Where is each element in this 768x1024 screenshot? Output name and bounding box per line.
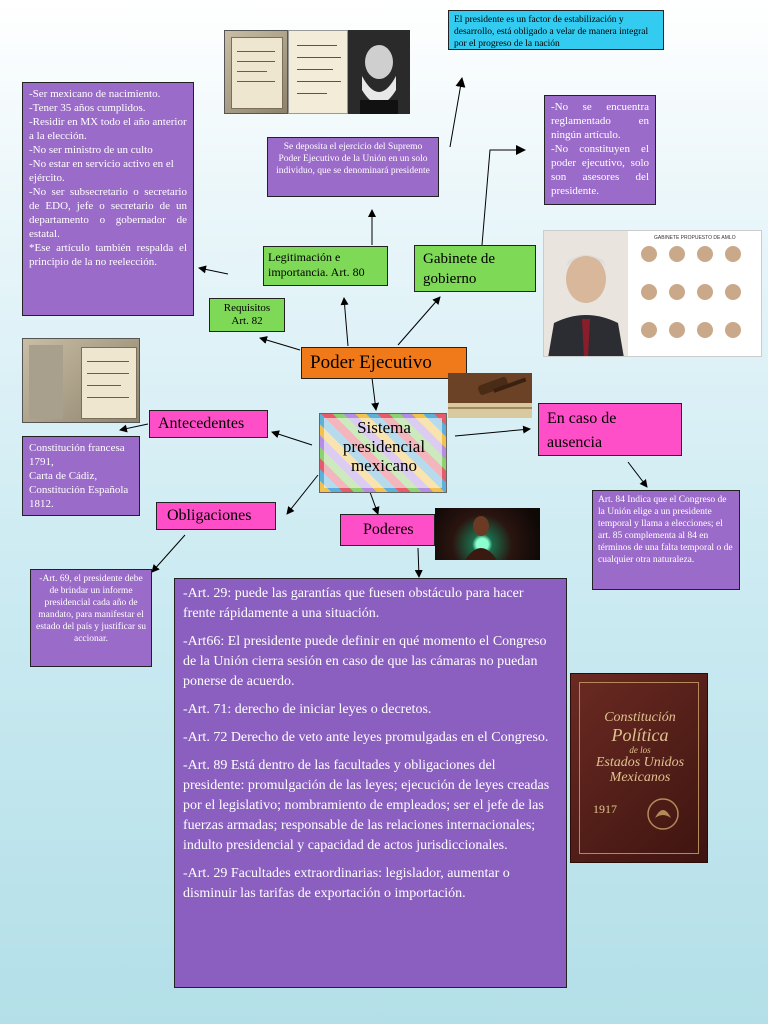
requisito-line: *Ese artículo también respalda el principio de la no reelección. xyxy=(29,242,187,268)
gavel-image xyxy=(448,373,532,418)
requisitos-info-box xyxy=(22,82,194,316)
arrow-to-gabinete xyxy=(398,297,440,345)
legitimacion-label: Legitimación e importancia. Art. 80 xyxy=(268,250,365,279)
obligaciones-node xyxy=(156,502,276,530)
antecedentes-info-box xyxy=(22,436,140,516)
constitution-document-image xyxy=(224,30,288,114)
constitution-book-image xyxy=(570,673,708,863)
antecedentes-label: Antecedentes xyxy=(158,415,245,432)
portrait-carranza-image xyxy=(348,30,410,114)
arrow-to-legitimacion xyxy=(344,298,348,346)
arrow-to-antecedentes-info xyxy=(120,424,148,430)
arrow-to-antecedentes xyxy=(272,432,312,445)
arrow-to-poderes-info xyxy=(418,548,419,577)
gabinete-info-box xyxy=(544,95,656,205)
gabinete-image-header: GABINETE PROPUESTO DE AMLO xyxy=(654,235,736,241)
deposita-note xyxy=(267,137,439,197)
arrow-to-sistema xyxy=(372,378,376,410)
antecedente-line: Carta de Cádiz, xyxy=(29,470,98,482)
poder-item: -Art. 89 Está dentro de las facultades y obligaciones del presidente: promulgación de las leyes; ejecución de leyes creadas por el legislativo; nombramiento de empleados; ser el jefe de las fuerzas armadas; responsable de las relaciones internacionales; indulto presidencial y capacidad de actos jurisdiccionales. xyxy=(183,758,550,853)
poder-ejecutivo-node xyxy=(301,347,467,379)
requisito-line: -Tener 35 años cumplidos. xyxy=(29,102,146,114)
ausencia-info-text: Art. 84 Indica que el Congreso de la Unión elige a un presidente temporal y llama a elecciones; el art. 85 complementa al 84 en términos de una falta temporal o de cualquier otra naturaleza. xyxy=(598,495,733,565)
gabinete-label: Gabinete de gobierno xyxy=(423,251,496,287)
gabinete-info-line: -No se encuentra reglamentado en ningún artículo. xyxy=(551,101,649,141)
gabinete-amlo-image xyxy=(543,230,762,357)
book-title-line: Estados Unidos xyxy=(595,755,685,770)
obligaciones-info-text: -Art. 69, el presidente debe de brindar un informe presidencial cada año de mandato, para manifestar el estado del país y justificar su accionar. xyxy=(36,574,147,644)
arrow-to-poderes xyxy=(370,492,378,514)
sistema-presidencial-label: Sistema presidencial mexicano xyxy=(342,418,426,475)
arrow-to-estabilizacion xyxy=(450,78,462,147)
book-title-line: Política xyxy=(611,725,669,745)
book-title-line: Constitución xyxy=(604,710,676,725)
requisito-line: -Ser mexicano de nacimiento. xyxy=(29,88,161,100)
poderes-node xyxy=(340,514,435,546)
arrow-to-requisitos xyxy=(260,338,300,350)
antecedentes-node xyxy=(149,410,268,438)
eagle-emblem-icon xyxy=(643,794,683,834)
antecedente-line: Constitución francesa 1791, xyxy=(29,442,125,468)
estabilizacion-text: El presidente es un factor de estabilización y desarrollo, está obligado a velar de manera integral por el progreso de la nación xyxy=(454,15,649,49)
requisitos-label: Requisitos xyxy=(223,302,271,314)
book-year: 1917 xyxy=(593,802,617,816)
arrow-to-ausencia-info xyxy=(628,462,647,487)
ausencia-label: En caso de ausencia xyxy=(547,410,617,451)
poder-item: -Art. 72 Derecho de veto ante leyes promulgadas en el Congreso. xyxy=(183,730,549,745)
handwritten-document-image xyxy=(288,30,348,114)
poder-item: -Art. 71: derecho de iniciar leyes o decretos. xyxy=(183,702,432,717)
requisito-line: -Residir en MX todo el año anterior a la elección. xyxy=(29,116,187,142)
poder-item: -Art. 29: puede las garantías que fuesen obstáculo para hacer frente rápidamente a una situación. xyxy=(183,586,524,621)
power-hands-image xyxy=(435,508,540,560)
book-title-line: de los xyxy=(629,745,651,755)
deposita-text: Se deposita el ejercicio del Supremo Poder Ejecutivo de la Unión en un solo individuo, que se denominará presidente xyxy=(276,142,430,176)
obligaciones-label: Obligaciones xyxy=(167,507,252,524)
poderes-info-box xyxy=(174,578,567,988)
arrow-to-obligaciones-info xyxy=(152,535,185,572)
poder-item: -Art. 29 Facultades extraordinarias: legislador, aumentar o disminuir las tarifas de exportación o importación. xyxy=(183,866,510,901)
sistema-presidencial-node xyxy=(319,413,447,493)
requisitos-article: Art. 82 xyxy=(231,315,263,327)
ausencia-node xyxy=(538,403,682,456)
antecedente-line: Constitución Española 1812. xyxy=(29,484,129,510)
requisito-line: -No estar en servicio activo en el ejército. xyxy=(29,158,174,184)
poder-ejecutivo-label: Poder Ejecutivo xyxy=(310,352,432,373)
requisitos-node xyxy=(209,298,285,332)
arrow-to-obligaciones xyxy=(287,475,318,514)
requisito-line: -No ser subsecretario o secretario de EDO, jefe o secretario de un departamento o gobernador de estatal. xyxy=(29,186,187,240)
gabinete-node xyxy=(414,245,536,292)
gabinete-info-line: -No constituyen el poder ejecutivo, solo son asesores del presidente. xyxy=(551,143,649,197)
poder-item: -Art66: El presidente puede definir en qué momento el Congreso de la Unión cierra sesión en caso de que las cámaras no puedan ponerse de acuerdo. xyxy=(183,634,547,689)
obligaciones-info-box xyxy=(30,569,152,667)
arrow-to-requisitos-info xyxy=(199,268,228,274)
requisito-line: -No ser ministro de un culto xyxy=(29,144,153,156)
book-title-line: Mexicanos xyxy=(609,770,671,785)
poderes-label: Poderes xyxy=(363,521,414,538)
arrow-to-gabinete-info xyxy=(482,150,525,245)
estabilizacion-note xyxy=(448,10,664,50)
antecedentes-documents-image xyxy=(22,338,140,423)
legitimacion-node xyxy=(263,246,388,286)
arrow-to-ausencia xyxy=(455,429,530,436)
ausencia-info-box xyxy=(592,490,740,590)
